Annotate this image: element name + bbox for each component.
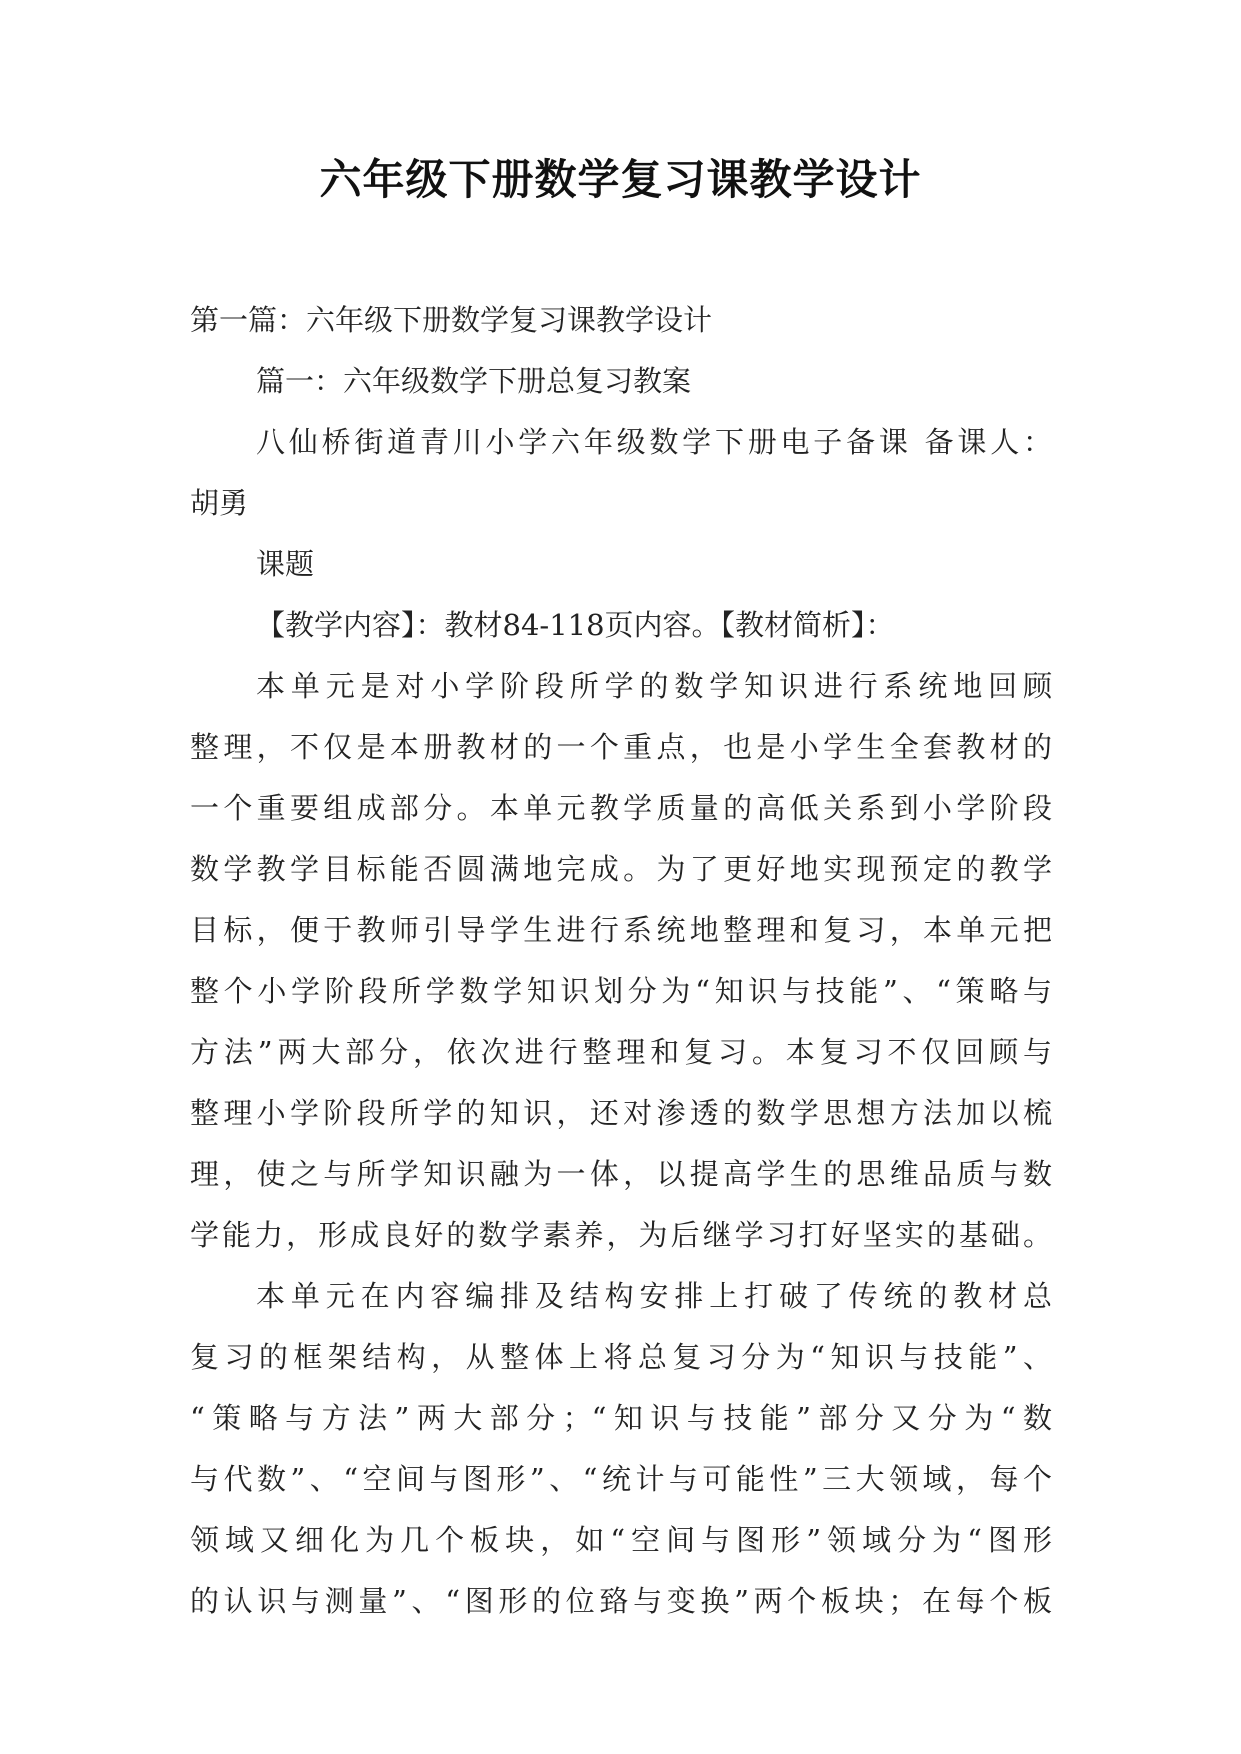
document-body	[190, 290, 1052, 1632]
text-line: 一个重要组成部分。本单元教学质量的高低关系到小学阶段	[190, 791, 1052, 825]
text-line: 八仙桥街道青川小学六年级数学下册电子备课 备课人：	[256, 425, 1052, 459]
text-line: 目标，便于教师引导学生进行系统地整理和复习，本单元把	[190, 913, 1052, 947]
text-line: 本单元在内容编排及结构安排上打破了传统的教材总	[256, 1279, 1052, 1313]
text-line: 复习的框架结构，从整体上将总复习分为“知识与技能”、	[190, 1340, 1052, 1374]
text-line: 整理，不仅是本册教材的一个重点，也是小学生全套教材的	[190, 730, 1052, 764]
text-line: 课题	[256, 547, 315, 581]
text-line: 领域又细化为几个板块，如“空间与图形”领域分为“图形	[190, 1523, 1052, 1557]
text-line: 与代数”、“空间与图形”、“统计与可能性”三大领域，每个	[190, 1462, 1052, 1496]
text-line: 学能力，形成良好的数学素养，为后继学习打好坚实的基础。	[190, 1218, 1052, 1252]
text-line: 胡勇	[190, 486, 249, 520]
text-line: 的认识与测量”、“图形的位臵与变换”两个板块；在每个板	[190, 1584, 1052, 1618]
text-line: 第一篇：六年级下册数学复习课教学设计	[190, 303, 713, 337]
text-line: 数学教学目标能否圆满地完成。为了更好地实现预定的教学	[190, 852, 1052, 886]
document-title: 六年级下册数学复习课教学设计	[319, 155, 922, 204]
text-line: 整理小学阶段所学的知识，还对渗透的数学思想方法加以梳	[190, 1096, 1052, 1130]
text-line: 【教学内容】：教材84-118页内容。【教材简析】：	[256, 608, 895, 642]
text-line: 本单元是对小学阶段所学的数学知识进行系统地回顾	[256, 669, 1052, 703]
text-line: 篇一：六年级数学下册总复习教案	[256, 364, 692, 398]
text-line: 理，使之与所学知识融为一体，以提高学生的思维品质与数	[190, 1157, 1052, 1191]
text-line: 方法”两大部分，依次进行整理和复习。本复习不仅回顾与	[190, 1035, 1052, 1069]
text-line: 整个小学阶段所学数学知识划分为“知识与技能”、“策略与	[190, 974, 1052, 1008]
text-line: “策略与方法”两大部分；“知识与技能”部分又分为“数	[190, 1401, 1052, 1435]
